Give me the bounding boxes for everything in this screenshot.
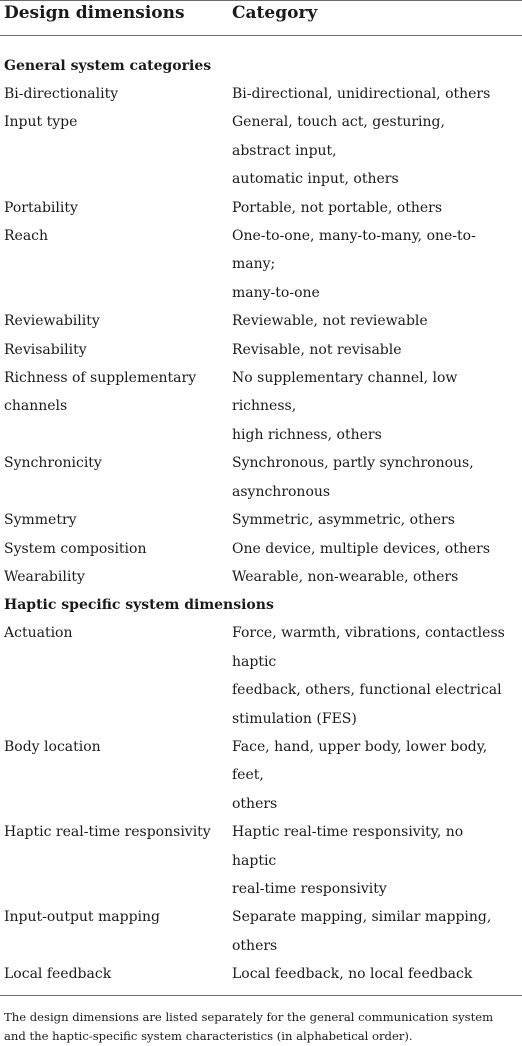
design-dimension-cell: [0, 535, 228, 563]
category-cell: [228, 80, 522, 108]
table-row: [0, 222, 522, 307]
design-dimension-line: Input-output mapping: [4, 909, 161, 926]
design-dimension-cell: [0, 307, 228, 335]
category-cell: [228, 818, 522, 903]
category-line: high richness, others: [232, 426, 382, 443]
design-dimension-line: Symmetry: [4, 512, 77, 529]
design-dimension-line: Portability: [4, 199, 78, 216]
design-dimension-cell: [0, 194, 228, 222]
category-line: Bi-directional, unidirectional, others: [232, 86, 491, 102]
table-row: [0, 108, 522, 193]
header-design-dimensions: Design dimensions: [4, 3, 185, 23]
design-dimension-cell: [0, 449, 228, 506]
category-cell: [228, 222, 522, 307]
table-row: [0, 364, 522, 449]
design-dimension-cell: [0, 506, 228, 534]
category-line: many-to-one: [232, 284, 320, 301]
design-dimension-cell: [0, 80, 228, 108]
category-cell: [228, 619, 522, 733]
section-heading: General system categories: [4, 58, 212, 74]
category-line: Synchronous, partly synchronous,: [232, 455, 474, 472]
table-row: [0, 619, 522, 733]
table-row: [0, 563, 522, 591]
category-line: Separate mapping, similar mapping, others: [232, 909, 492, 954]
category-cell: [228, 307, 522, 335]
category-line: General, touch act, gesturing, abstract input,: [232, 114, 445, 159]
category-cell: [228, 336, 522, 364]
design-dimension-line: channels: [4, 398, 68, 415]
category-cell: [228, 960, 522, 988]
category-line: No supplementary channel, low richness,: [232, 370, 458, 415]
table-row: [0, 733, 522, 818]
table-body: [0, 36, 522, 989]
category-line: Local feedback, no local feedback: [232, 966, 473, 983]
design-dimension-line: Haptic real-time responsivity: [4, 824, 211, 841]
category-line: automatic input, others: [232, 171, 399, 188]
category-line: One device, multiple devices, others: [232, 540, 491, 557]
table-row: [0, 535, 522, 563]
category-line: Force, warmth, vibrations, contactless haptic: [232, 625, 505, 670]
design-dimension-line: Synchronicity: [4, 455, 102, 472]
table-footnote: The design dimensions are listed separately for the general communication system and the haptic-specific system characteristics (in alphabetical order).: [4, 1009, 494, 1043]
table-row: [0, 960, 522, 988]
category-cell: [228, 563, 522, 591]
category-cell: [228, 733, 522, 818]
table-row: [0, 506, 522, 534]
design-dimension-cell: [0, 336, 228, 364]
design-dimension-cell: [0, 733, 228, 818]
design-dimension-line: Reach: [4, 228, 49, 245]
category-line: Revisable, not revisable: [232, 341, 402, 358]
design-dimension-line: Local feedback: [4, 966, 112, 983]
design-dimension-line: Bi-directionality: [4, 86, 119, 102]
table-row: [0, 80, 522, 108]
category-cell: [228, 903, 522, 960]
category-line: Portable, not portable, others: [232, 199, 443, 216]
table-row: [0, 903, 522, 960]
table-row: [0, 818, 522, 903]
design-dimension-line: Actuation: [4, 625, 73, 642]
design-dimension-line: Reviewability: [4, 313, 100, 330]
category-line: asynchronous: [232, 483, 331, 500]
design-dimension-line: Richness of supplementary: [4, 370, 197, 387]
category-line: Face, hand, upper body, lower body, feet,: [232, 738, 488, 784]
category-line: Wearable, non-wearable, others: [232, 568, 459, 585]
table-row: [0, 194, 522, 222]
table-header: [0, 0, 522, 36]
design-dimension-line: Revisability: [4, 341, 87, 358]
design-dimension-line: System composition: [4, 540, 147, 557]
category-line: real-time responsivity: [232, 880, 387, 897]
table-row: [0, 307, 522, 335]
design-dimension-line: Wearability: [4, 568, 85, 585]
category-line: Symmetric, asymmetric, others: [232, 512, 455, 529]
header-category: Category: [232, 3, 318, 23]
category-line: stimulation (FES): [232, 710, 357, 727]
category-line: feedback, others, functional electrical: [232, 682, 502, 699]
section-heading: Haptic specific system dimensions: [4, 597, 274, 614]
design-dimension-cell: [0, 818, 228, 903]
category-line: Haptic real-time responsivity, no haptic: [232, 824, 464, 869]
table-row: [0, 336, 522, 364]
design-dimension-cell: [0, 619, 228, 733]
design-dimension-cell: [0, 222, 228, 307]
category-line: others: [232, 795, 278, 812]
category-cell: [228, 449, 522, 506]
category-cell: [228, 194, 522, 222]
design-dimension-cell: [0, 903, 228, 960]
design-dimension-cell: [0, 108, 228, 193]
category-cell: [228, 535, 522, 563]
category-line: Reviewable, not reviewable: [232, 313, 428, 330]
design-dimension-cell: [0, 563, 228, 591]
category-cell: [228, 506, 522, 534]
design-dimension-line: Body location: [4, 738, 101, 755]
category-cell: [228, 108, 522, 193]
category-cell: [228, 364, 522, 449]
design-dimension-cell: [0, 364, 228, 449]
category-line: One-to-one, many-to-many, one-to-many;: [232, 228, 476, 273]
table-row: [0, 449, 522, 506]
design-dimension-cell: [0, 960, 228, 988]
design-dimension-line: Input type: [4, 114, 78, 131]
